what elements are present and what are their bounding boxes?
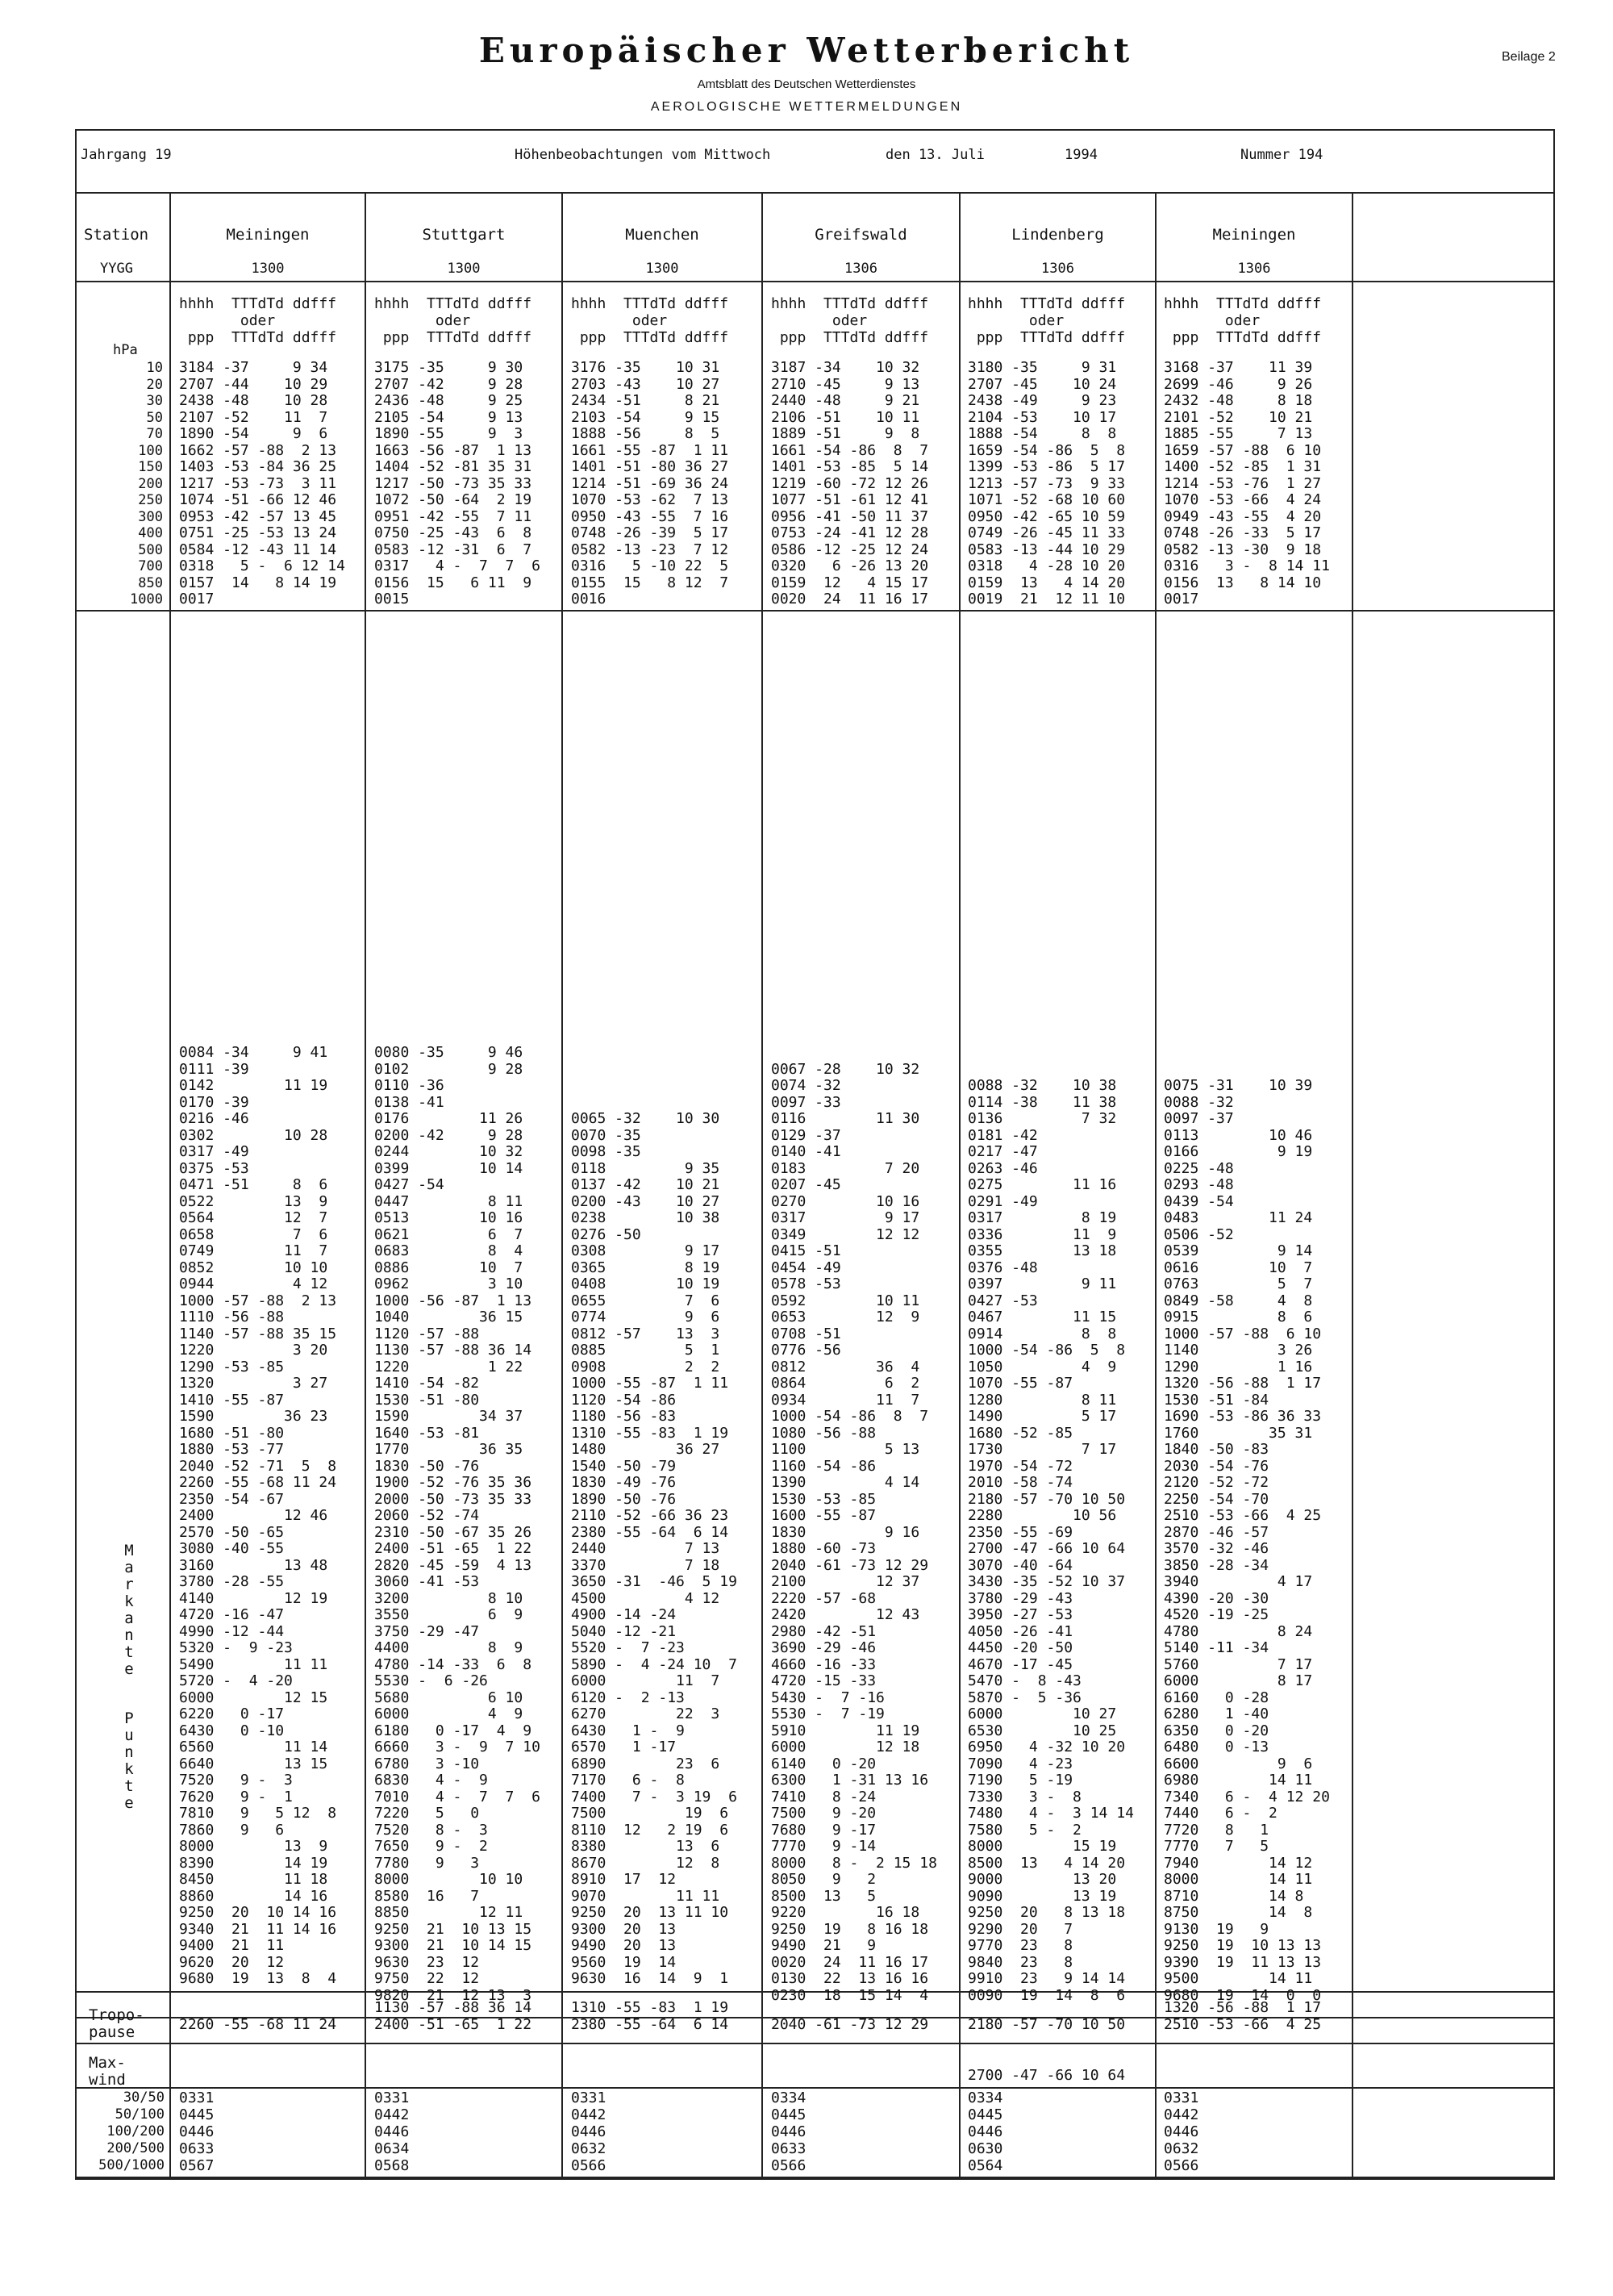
significant-points: 0088 -32 10 38 0114 -38 11 38 0136 7 32 0181 -42 0217 -47 0263 -46 0275 11 16 0291 -49 0317 8 19 0336 11 9 0355 13 18 0376 -48 0397 9 11 0427 -53 0467 11 15 0914 8 8 1000 -54 -86 5 8 1050 4 9 1070 -55 -87 1280 8 11 1490 5 17 1680 -52 -85 1730 7 17 1970 -54 -72 2010 -58 -74 2180 -57 -70 10 50 2280 10 56 2350 -55 -69 2700 -47 -66 10 64 3070 -40 -64 3430 -35 -52 10 37 3780 -29 -43 3950 -27 -53 4050 -26 -41 4450 -20 -50 4670 -17 -45 5470 - 8 -43 5870 - 5 -36 6000 10 27 6530 10 25 6950 4 -32 10 20 7090 4 -23 7190 5 -19 7330 3 - 8 7480 4 - 3 14 14 7580 5 - 2 8000 15 19 8500 13 4 14 20 9000 13 20 9090 13 19 9250 20 8 13 18 9290 20 7 9770 23 8 9840 23 8 9910 23 9 14 14 0090 19 14 8 6: [968, 1077, 1134, 2004]
standard-levels: 3168 -37 11 39 2699 -46 9 26 2432 -48 8 18 2101 -52 10 21 1885 -55 7 13 1659 -57 -88 6 10 1400 -52 -85 1 31 1214 -53 -76 1 27 1070 -53 -66 4 24 0949 -43 -55 4 20 0748 -26 -33 5 17 0582 -13 -30 9 18 0316 3 - 8 14 11 0156 13 8 14 10 0017: [1164, 359, 1330, 607]
standard-levels: 3187 -34 10 32 2710 -45 9 13 2440 -48 9 21 2106 -51 10 11 1889 -51 9 8 1661 -54 -86 8 7 1401 -53 -85 5 14 1219 -60 -72 12 26 1077 -51 -61 12 41 0956 -41 -50 11 37 0753 -24 -41 12 28 0586 -12 -25 12 24 0320 6 -26 13 20 0159 12 4 15 17 0020 24 11 16 17: [771, 359, 929, 607]
rule: [75, 610, 1555, 612]
station-time: 1300: [645, 261, 679, 277]
tropopause-values: 2180 -57 -70 10 50: [968, 2016, 1126, 2033]
tropopause-label: Tropo- pause: [89, 2006, 144, 2041]
year: 1994: [1065, 147, 1098, 163]
station-time: 1306: [844, 261, 877, 277]
column-rule: [959, 192, 961, 2178]
significant-points: 0065 -32 10 30 0070 -35 0098 -35 0118 9 35 0137 -42 10 21 0200 -43 10 27 0238 10 38 0276 -50 0308 9 17 0365 8 19 0408 10 19 0655 7 6 0774 9 6 0812 -57 13 3 0885 5 1 0908 2 2 1000 -55 -87 1 11 1120 -54 -86 1180 -56 -83 1310 -55 -83 1 19 1480 36 27 1540 -50 -79 1830 -49 -76 1890 -50 -76 2110 -52 -66 36 23 2380 -55 -64 6 14 2440 7 13 3370 7 18 3650 -31 -46 5 19 4500 4 12 4900 -14 -24 5040 -12 -21 5520 - 7 -23 5890 - 4 -24 10 7 6000 11 7 6120 - 2 -13 6270 22 3 6430 1 - 9 6570 1 -17 6890 23 6 7170 6 - 8 7400 7 - 3 19 6 7500 19 6 8110 12 2 19 6 8380 13 6 8670 12 8 8910 17 12 9070 11 11 9250 20 13 11 10 9300 20 13 9490 20 13 9560 19 14 9630 16 14 9 1: [571, 1110, 737, 1987]
standard-levels: 3180 -35 9 31 2707 -45 10 24 2438 -49 9 23 2104 -53 10 17 1888 -54 8 8 1659 -54 -86 5 8 1399 -53 -86 5 17 1213 -57 -73 9 33 1071 -52 -68 10 60 0950 -42 -65 10 59 0749 -26 -45 11 33 0583 -13 -44 10 29 0318 4 -28 10 20 0159 13 4 14 20 0019 21 12 11 10: [968, 359, 1126, 607]
tropopause-values: 2040 -61 -73 12 29: [771, 2016, 929, 2033]
station-label: Station: [84, 226, 149, 244]
section-title: AEROLOGISCHE WETTERMELDUNGEN: [650, 100, 963, 114]
tropopause-values: 1310 -55 -83 1 19 2380 -55 -64 6 14: [571, 1999, 729, 2033]
station-name: Meiningen: [226, 226, 310, 244]
maxwind-values: 2700 -47 -66 10 64: [968, 2067, 1126, 2084]
column-header: hhhh TTTdTd ddfff oder ppp TTTdTd ddfff: [179, 295, 337, 346]
rule: [75, 2087, 1555, 2089]
layer-values: 0331 0442 0446 0634 0568: [374, 2089, 410, 2174]
column-header: hhhh TTTdTd ddfff oder ppp TTTdTd ddfff: [1164, 295, 1322, 346]
station-time: 1306: [1041, 261, 1074, 277]
column-rule: [365, 192, 366, 2178]
column-header: hhhh TTTdTd ddfff oder ppp TTTdTd ddfff: [374, 295, 532, 346]
station-name: Greifswald: [815, 226, 907, 244]
rule: [75, 281, 1555, 282]
layer-values: 0331 0445 0446 0633 0567: [179, 2089, 215, 2174]
layer-values: 0331 0442 0446 0632 0566: [1164, 2089, 1199, 2174]
station-time: 1300: [447, 261, 481, 277]
hpa-label: hPa: [113, 342, 138, 358]
punkte-label: P u n k t e: [124, 1709, 134, 1812]
rule: [75, 192, 1555, 194]
column-header: hhhh TTTdTd ddfff oder ppp TTTdTd ddfff: [771, 295, 929, 346]
layer-values: 0334 0445 0446 0633 0566: [771, 2089, 806, 2174]
tropopause-values: 1320 -56 -88 1 17 2510 -53 -66 4 25: [1164, 1999, 1322, 2033]
rule: [75, 2043, 1555, 2044]
jahrgang: Jahrgang 19: [81, 147, 172, 163]
markante-label: M a r k a n t e: [124, 1542, 134, 1678]
observation-title: Höhenbeobachtungen vom Mittwoch: [515, 147, 771, 163]
station-name: Stuttgart: [422, 226, 506, 244]
significant-points: 0067 -28 10 32 0074 -32 0097 -33 0116 11 30 0129 -37 0140 -41 0183 7 20 0207 -45 0270 10 16 0317 9 17 0349 12 12 0415 -51 0454 -49 0578 -53 0592 10 11 0653 12 9 0708 -51 0776 -56 0812 36 4 0864 6 2 0934 11 7 1000 -54 -86 8 7 1080 -56 -88 1100 5 13 1160 -54 -86 1390 4 14 1530 -53 -85 1600 -55 -87 1830 9 16 1880 -60 -73 2040 -61 -73 12 29 2100 12 37 2220 -57 -68 2420 12 43 2980 -42 -51 3690 -29 -46 4660 -16 -33 4720 -15 -33 5430 - 7 -16 5530 - 7 -19 5910 11 19 6000 12 18 6140 0 -20 6300 1 -31 13 16 7410 8 -24 7500 9 -20 7680 9 -17 7770 9 -14 8000 8 - 2 15 18 8050 9 2 8500 13 5 9220 16 18 9250 19 8 16 18 9490 21 9 0020 24 11 16 17 0130 22 13 16 16 0230 18 15 14 4: [771, 1060, 937, 2004]
column-header: hhhh TTTdTd ddfff oder ppp TTTdTd ddfff: [571, 295, 729, 346]
tropopause-values: 1130 -57 -88 36 14 2400 -51 -65 1 22: [374, 1999, 532, 2033]
station-time: 1306: [1237, 261, 1271, 277]
significant-points: 0075 -31 10 39 0088 -32 0097 -37 0113 10 46 0166 9 19 0225 -48 0293 -48 0439 -54 0483 11 24 0506 -52 0539 9 14 0616 10 7 0763 5 7 0849 -58 4 8 0915 8 6 1000 -57 -88 6 10 1140 3 26 1290 1 16 1320 -56 -88 1 17 1530 -51 -84 1690 -53 -86 36 33 1760 35 31 1840 -50 -83 2030 -54 -76 2120 -52 -72 2250 -54 -70 2510 -53 -66 4 25 2870 -46 -57 3570 -32 -46 3850 -28 -34 3940 4 17 4390 -20 -30 4520 -19 -25 4780 8 24 5140 -11 -34 5760 7 17 6000 8 17 6160 0 -28 6280 1 -40 6350 0 -20 6480 0 -13 6600 9 6 6980 14 11 7340 6 - 4 12 20 7440 6 - 2 7720 8 1 7770 7 5 7940 14 12 8000 14 11 8710 14 8 8750 14 8 9130 19 9 9250 19 10 13 13 9390 19 11 13 13 9500 14 11 9680 19 14 0 0: [1164, 1077, 1330, 2004]
standard-levels: 3175 -35 9 30 2707 -42 9 28 2436 -48 9 25 2105 -54 9 13 1890 -55 9 3 1663 -56 -87 1 13 1404 -52 -81 35 31 1217 -50 -73 35 33 1072 -50 -64 2 19 0951 -42 -55 7 11 0750 -25 -43 6 8 0583 -12 -31 6 7 0317 4 - 7 7 6 0156 15 6 11 9 0015: [374, 359, 540, 607]
page-subtitle: Amtsblatt des Deutschen Wetterdienstes: [697, 77, 916, 91]
column-rule: [1155, 192, 1157, 2178]
tropopause-values: 2260 -55 -68 11 24: [179, 2016, 337, 2033]
page-title: Europäischer Wetterbericht: [478, 31, 1135, 70]
standard-levels: 3176 -35 10 31 2703 -43 10 27 2434 -51 8 21 2103 -54 9 15 1888 -56 8 5 1661 -55 -87 1 11 1401 -51 -80 36 27 1214 -51 -69 36 24 1070 -53 -62 7 13 0950 -43 -55 7 16 0748 -26 -39 5 17 0582 -13 -23 7 12 0316 5 -10 22 5 0155 15 8 12 7 0016: [571, 359, 729, 607]
pressure-levels: 10 20 30 50 70 100 150 200 250 300 400 500 700 850 1000: [130, 360, 163, 607]
station-name: Meiningen: [1212, 226, 1296, 244]
column-header: hhhh TTTdTd ddfff oder ppp TTTdTd ddfff: [968, 295, 1126, 346]
issue-number: Nummer 194: [1240, 147, 1323, 163]
layer-labels: 30/50 50/100 100/200 200/500 500/1000: [98, 2089, 165, 2173]
standard-levels: 3184 -37 9 34 2707 -44 10 29 2438 -48 10 28 2107 -52 11 7 1890 -54 9 6 1662 -57 -88 2 13 1403 -53 -84 36 25 1217 -53 -73 3 11 1074 -51 -66 12 46 0953 -42 -57 13 45 0751 -25 -53 13 24 0584 -12 -43 11 14 0318 5 - 6 12 14 0157 14 8 14 19 0017: [179, 359, 345, 607]
column-rule: [169, 192, 171, 2178]
yygg-label: YYGG: [100, 261, 133, 277]
station-name: Lindenberg: [1011, 226, 1104, 244]
column-rule: [561, 192, 563, 2178]
rule: [75, 2178, 1555, 2180]
station-name: Muenchen: [625, 226, 699, 244]
station-time: 1300: [251, 261, 285, 277]
column-rule: [761, 192, 763, 2178]
significant-points: 0084 -34 9 41 0111 -39 0142 11 19 0170 -39 0216 -46 0302 10 28 0317 -49 0375 -53 0471 -51 8 6 0522 13 9 0564 12 7 0658 7 6 0749 11 7 0852 10 10 0944 4 12 1000 -57 -88 2 13 1110 -56 -88 1140 -57 -88 35 15 1220 3 20 1290 -53 -85 1320 3 27 1410 -55 -87 1590 36 23 1680 -51 -80 1880 -53 -77 2040 -52 -71 5 8 2260 -55 -68 11 24 2350 -54 -67 2400 12 46 2570 -50 -65 3080 -40 -55 3160 13 48 3780 -28 -55 4140 12 19 4720 -16 -47 4990 -12 -44 5320 - 9 -23 5490 11 11 5720 - 4 -20 6000 12 15 6220 0 -17 6430 0 -10 6560 11 14 6640 13 15 7520 9 - 3 7620 9 - 1 7810 9 5 12 8 7860 9 6 8000 13 9 8390 14 19 8450 11 18 8860 14 16 9250 20 10 14 16 9340 21 11 14 16 9400 21 11 9620 20 12 9680 19 13 8 4: [179, 1044, 337, 1987]
column-rule: [1352, 192, 1353, 2178]
beilage-label: Beilage 2: [1502, 50, 1556, 64]
significant-points: 0080 -35 9 46 0102 9 28 0110 -36 0138 -41 0176 11 26 0200 -42 9 28 0244 10 32 0399 10 14 0427 -54 0447 8 11 0513 10 16 0621 6 7 0683 8 4 0886 10 7 0962 3 10 1000 -56 -87 1 13 1040 36 15 1120 -57 -88 1130 -57 -88 36 14 1220 1 22 1410 -54 -82 1530 -51 -80 1590 34 37 1640 -53 -81 1770 36 35 1830 -50 -76 1900 -52 -76 35 36 2000 -50 -73 35 33 2060 -52 -74 2310 -50 -67 35 26 2400 -51 -65 1 22 2820 -45 -59 4 13 3060 -41 -53 3200 8 10 3550 6 9 3750 -29 -47 4400 8 9 4780 -14 -33 6 8 5530 - 6 -26 5680 6 10 6000 4 9 6180 0 -17 4 9 6660 3 - 9 7 10 6780 3 -10 6830 4 - 9 7010 4 - 7 7 6 7220 5 0 7520 8 - 3 7650 9 - 2 7780 9 3 8000 10 10 8580 16 7 8850 12 11 9250 21 10 13 15 9300 21 10 14 15 9630 23 12 9750 22 12 9820 21 12 13 3: [374, 1044, 540, 2004]
maxwind-label: Max- wind: [89, 2054, 126, 2089]
date: den 13. Juli: [886, 147, 985, 163]
layer-values: 0331 0442 0446 0632 0566: [571, 2089, 606, 2174]
layer-values: 0334 0445 0446 0630 0564: [968, 2089, 1003, 2174]
